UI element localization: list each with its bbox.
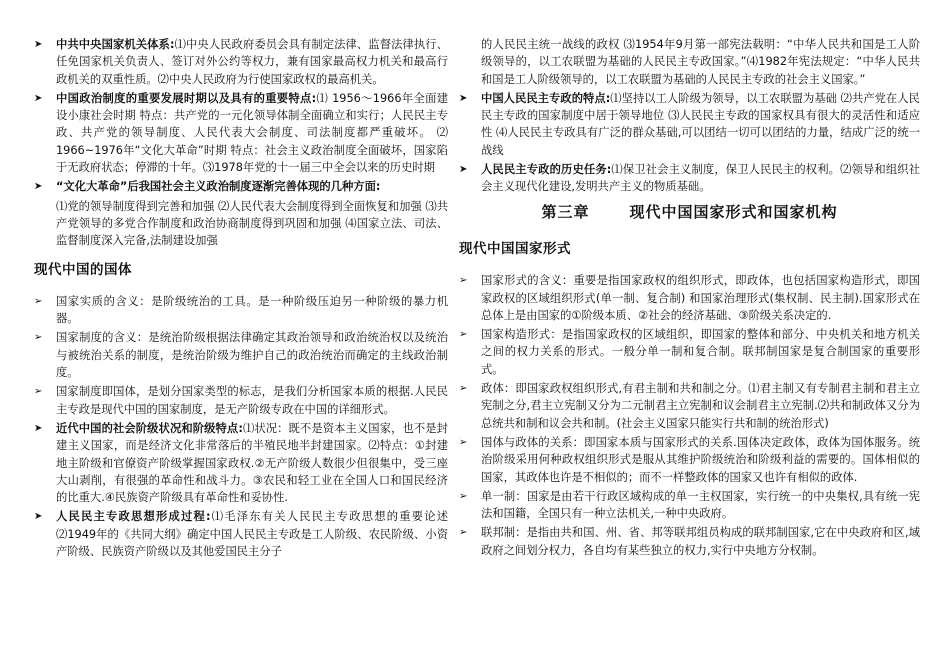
- item-body: 国家构造形式：是指国家政权的区域组织，即国家的整体和部分、中央机关和地方机关之间的权力关系的形式。一般分单一制和复合制。联邦制国家是复合制国家的重要形式。: [481, 328, 920, 376]
- item-body: ⑴中央人民政府委员会具有制定法律、监督法律执行、任免国家机关负责人、签订对外公约等权力，兼有国家最高权力机关和最高行政机关的双重性质。⑵中央人民政府为行使国家政权的最高机关。: [56, 38, 448, 86]
- arrow-bullet-icon: ➤: [34, 92, 43, 104]
- chapter-heading: [459, 204, 920, 221]
- item-title: 人民民主专政的历史任务:: [481, 163, 612, 177]
- arrow-bullet-icon: ➢: [34, 386, 43, 398]
- chapter-number: 第三章: [541, 202, 590, 221]
- list-item: [34, 420, 448, 506]
- arrow-bullet-icon: ➤: [34, 181, 43, 193]
- arrow-bullet-icon: ➤: [459, 164, 468, 176]
- item-body: ⑴ 1956～1966年全面建设小康社会时期 特点：共产党的一元化领导体制全面确立和实行；人民民主专政、共产党的领导制度、人民代表大会制度、司法制度都严重破坏。 ⑵ 1966~1976年“文化大革命”时期 特点：社会主义政治制度全面破坏，国家陷于无政府状态；停滞的十年。⑶1978年党的十一届三中全会以来的历史时期: [56, 91, 448, 175]
- list-item: [34, 90, 448, 176]
- arrow-bullet-icon: ➢: [459, 436, 468, 448]
- item-body: ⑴状况：既不是资本主义国家，也不是封建主义国家，而是经济文化非常落后的半殖民地半封建国家。⑵特点：①封建地主阶级和官僚资产阶级掌握国家政权.②无产阶级人数很少但很集中，受三座大山剥削，有很强的革命性和战斗力。③农民和轻工业在全国人口和国民经济的比重大.④民族资产阶级具有革命性和妥协性.: [56, 421, 448, 505]
- arrow-bullet-icon: ➢: [459, 275, 468, 287]
- list-item: [34, 293, 448, 328]
- item-body: ⑴保卫社会主义制度，保卫人民民主的权利。⑵领导和组织社会主义现代化建设,发明共产主义的物质基础。: [481, 163, 920, 194]
- list-item: [34, 508, 448, 560]
- list-item: [459, 380, 920, 432]
- arrow-bullet-icon: ➤: [34, 39, 43, 50]
- left-top-list: [34, 36, 448, 196]
- chapter-title: 现代中国国家形式和国家机构: [629, 202, 838, 221]
- list-item: [459, 488, 920, 523]
- list-item: [459, 326, 920, 378]
- arrow-bullet-icon: ➢: [459, 527, 468, 539]
- item-body: 国家制度即国体，是划分国家类型的标志，是我们分析国家本质的根据.人民民主专政是现代中国的国家制度，是无产阶级专政在中国的详细形式。: [56, 385, 448, 416]
- item-body: 联邦制：是指由共和国、州、省、邦等联邦组员构成的联邦制国家,它在中央政府和区,域政府之间划分权力，各自均有某些独立的权力,实行中央地方分权制。: [481, 526, 920, 557]
- continuation-text: 的人民民主统一战线的政权 ⑶1954年9月第一部宪法载明：“中华人民共和国是工人阶级领导的，以工农联盟为基础的人民民主专政国家。”⑷1982年宪法规定：“中华人民共和国是工人阶级领导的，以工农联盟为基础的人民民主专政的社会主义国家。”: [481, 38, 920, 86]
- item-body: ⑴毛泽东有关人民民主专政思想的重要论述 ⑵1949年的《共同大纲》确定中国人民民主专政是工人阶级、农民阶级、小资产阶级、民族资产阶级以及其他爱国民主分子: [56, 510, 448, 559]
- item-title: “文化大革命”后我国社会主义政治制度逐渐完善体现的几种方面:: [56, 180, 381, 194]
- item-title: 中国政治制度的重要发展时期以及具有的重要特点:: [56, 91, 317, 105]
- list-item: [34, 329, 448, 381]
- item-title: 中共中央国家机关体系:: [56, 38, 175, 51]
- item-body: 国家制度的含义：是统治阶级根据法律确定其政治领导和政治统治权以及统治与被统治关系的制度，是统治阶级为维护自己的政治统治而确定的主线政治制度。: [56, 331, 448, 380]
- arrow-bullet-icon: ➢: [34, 332, 43, 344]
- arrow-bullet-icon: ➢: [459, 383, 468, 395]
- item-body: 单一制：国家是由若干行政区域构成的单一主权国家，实行统一的中央集权,具有统一宪法和国籍，全国只有一种立法机关,一种中央政府。: [481, 489, 920, 521]
- item-body: ⑴坚持以工人阶级为领导，以工农联盟为基础 ⑵共产党在人民民主专政的国家制度中居于领导地位 ⑶人民民主专政的国家权具有很大的灵活性和适应性 ⑷人民民主专政具有广泛的群众基础,可以团结一切可以团结的力量，结成广泛的统一战线: [481, 91, 920, 157]
- left-column: [34, 36, 448, 562]
- arrow-bullet-icon: ➢: [34, 295, 43, 307]
- list-item: [459, 161, 920, 196]
- arrow-bullet-icon: ➤: [34, 422, 43, 434]
- left-bottom-list: [34, 293, 448, 560]
- list-item: [459, 434, 920, 486]
- arrow-bullet-icon: ➢: [459, 329, 468, 341]
- arrow-bullet-icon: ➢: [459, 490, 468, 502]
- item-body: 国家实质的含义：是阶级统治的工具。是一种阶级压迫另一种阶级的暴力机器。: [56, 294, 448, 326]
- item-title: 中国人民民主专政的特点:: [481, 91, 611, 105]
- right-bottom-list: [459, 272, 920, 559]
- item-body: 政体：即国家政权组织形式,有君主制和共和制之分。⑴君主制又有专制君主制和君主立宪制之分,君主立宪制又分为二元制君主立宪制和议会制君主立宪制.⑵共和制政体又分为总统共和制和议会共和制。(社会主义国家只能实行共和制的统治形式): [481, 382, 920, 430]
- item-body: 国家形式的含义：重要是指国家政权的组织形式，即政体，也包括国家构造形式，即国家政权的区域组织形式(单一制、复合制) 和国家治理形式(集权制、民主制).国家形式在总体上是由国家的①阶级本质、②社会的经济基础、③阶级关系决定的.: [481, 274, 920, 322]
- right-top-list: [459, 90, 920, 196]
- list-item: [459, 524, 920, 559]
- list-item: [459, 90, 920, 159]
- item-body: 国体与政体的关系：即国家本质与国家形式的关系.国体决定政体，政体为国体服务。统治阶级采用何种政权组织形式是服从其维护阶级统治和阶级利益的需要的。国体相似的国家，其政体也许是不相似的；而不一样整政体的国家又也许有相似的政体.: [481, 435, 920, 484]
- section-title-guoti: 现代中国的国体: [34, 261, 132, 278]
- item-title: 人民民主专政思想形成过程:: [56, 510, 211, 524]
- section-title-guojia-xingshi: 现代中国国家形式: [459, 240, 571, 257]
- list-item: [459, 272, 920, 324]
- arrow-bullet-icon: ➤: [34, 511, 43, 523]
- right-column: [459, 36, 920, 561]
- item-title: 近代中国的社会阶级状况和阶级特点:: [56, 421, 243, 435]
- list-item: [34, 36, 448, 88]
- list-item: [34, 178, 448, 195]
- wenge-body: ⑴党的领导制度得到完善和加强 ⑵人民代表大会制度得到全面恢复和加强 ⑶共产党领导的多党合作制度和政治协商制度得到巩固和加强 ⑷国家立法、司法、监督制度深入完备,法制建设加强: [56, 199, 448, 248]
- arrow-bullet-icon: ➤: [459, 92, 468, 104]
- list-item: [34, 383, 448, 418]
